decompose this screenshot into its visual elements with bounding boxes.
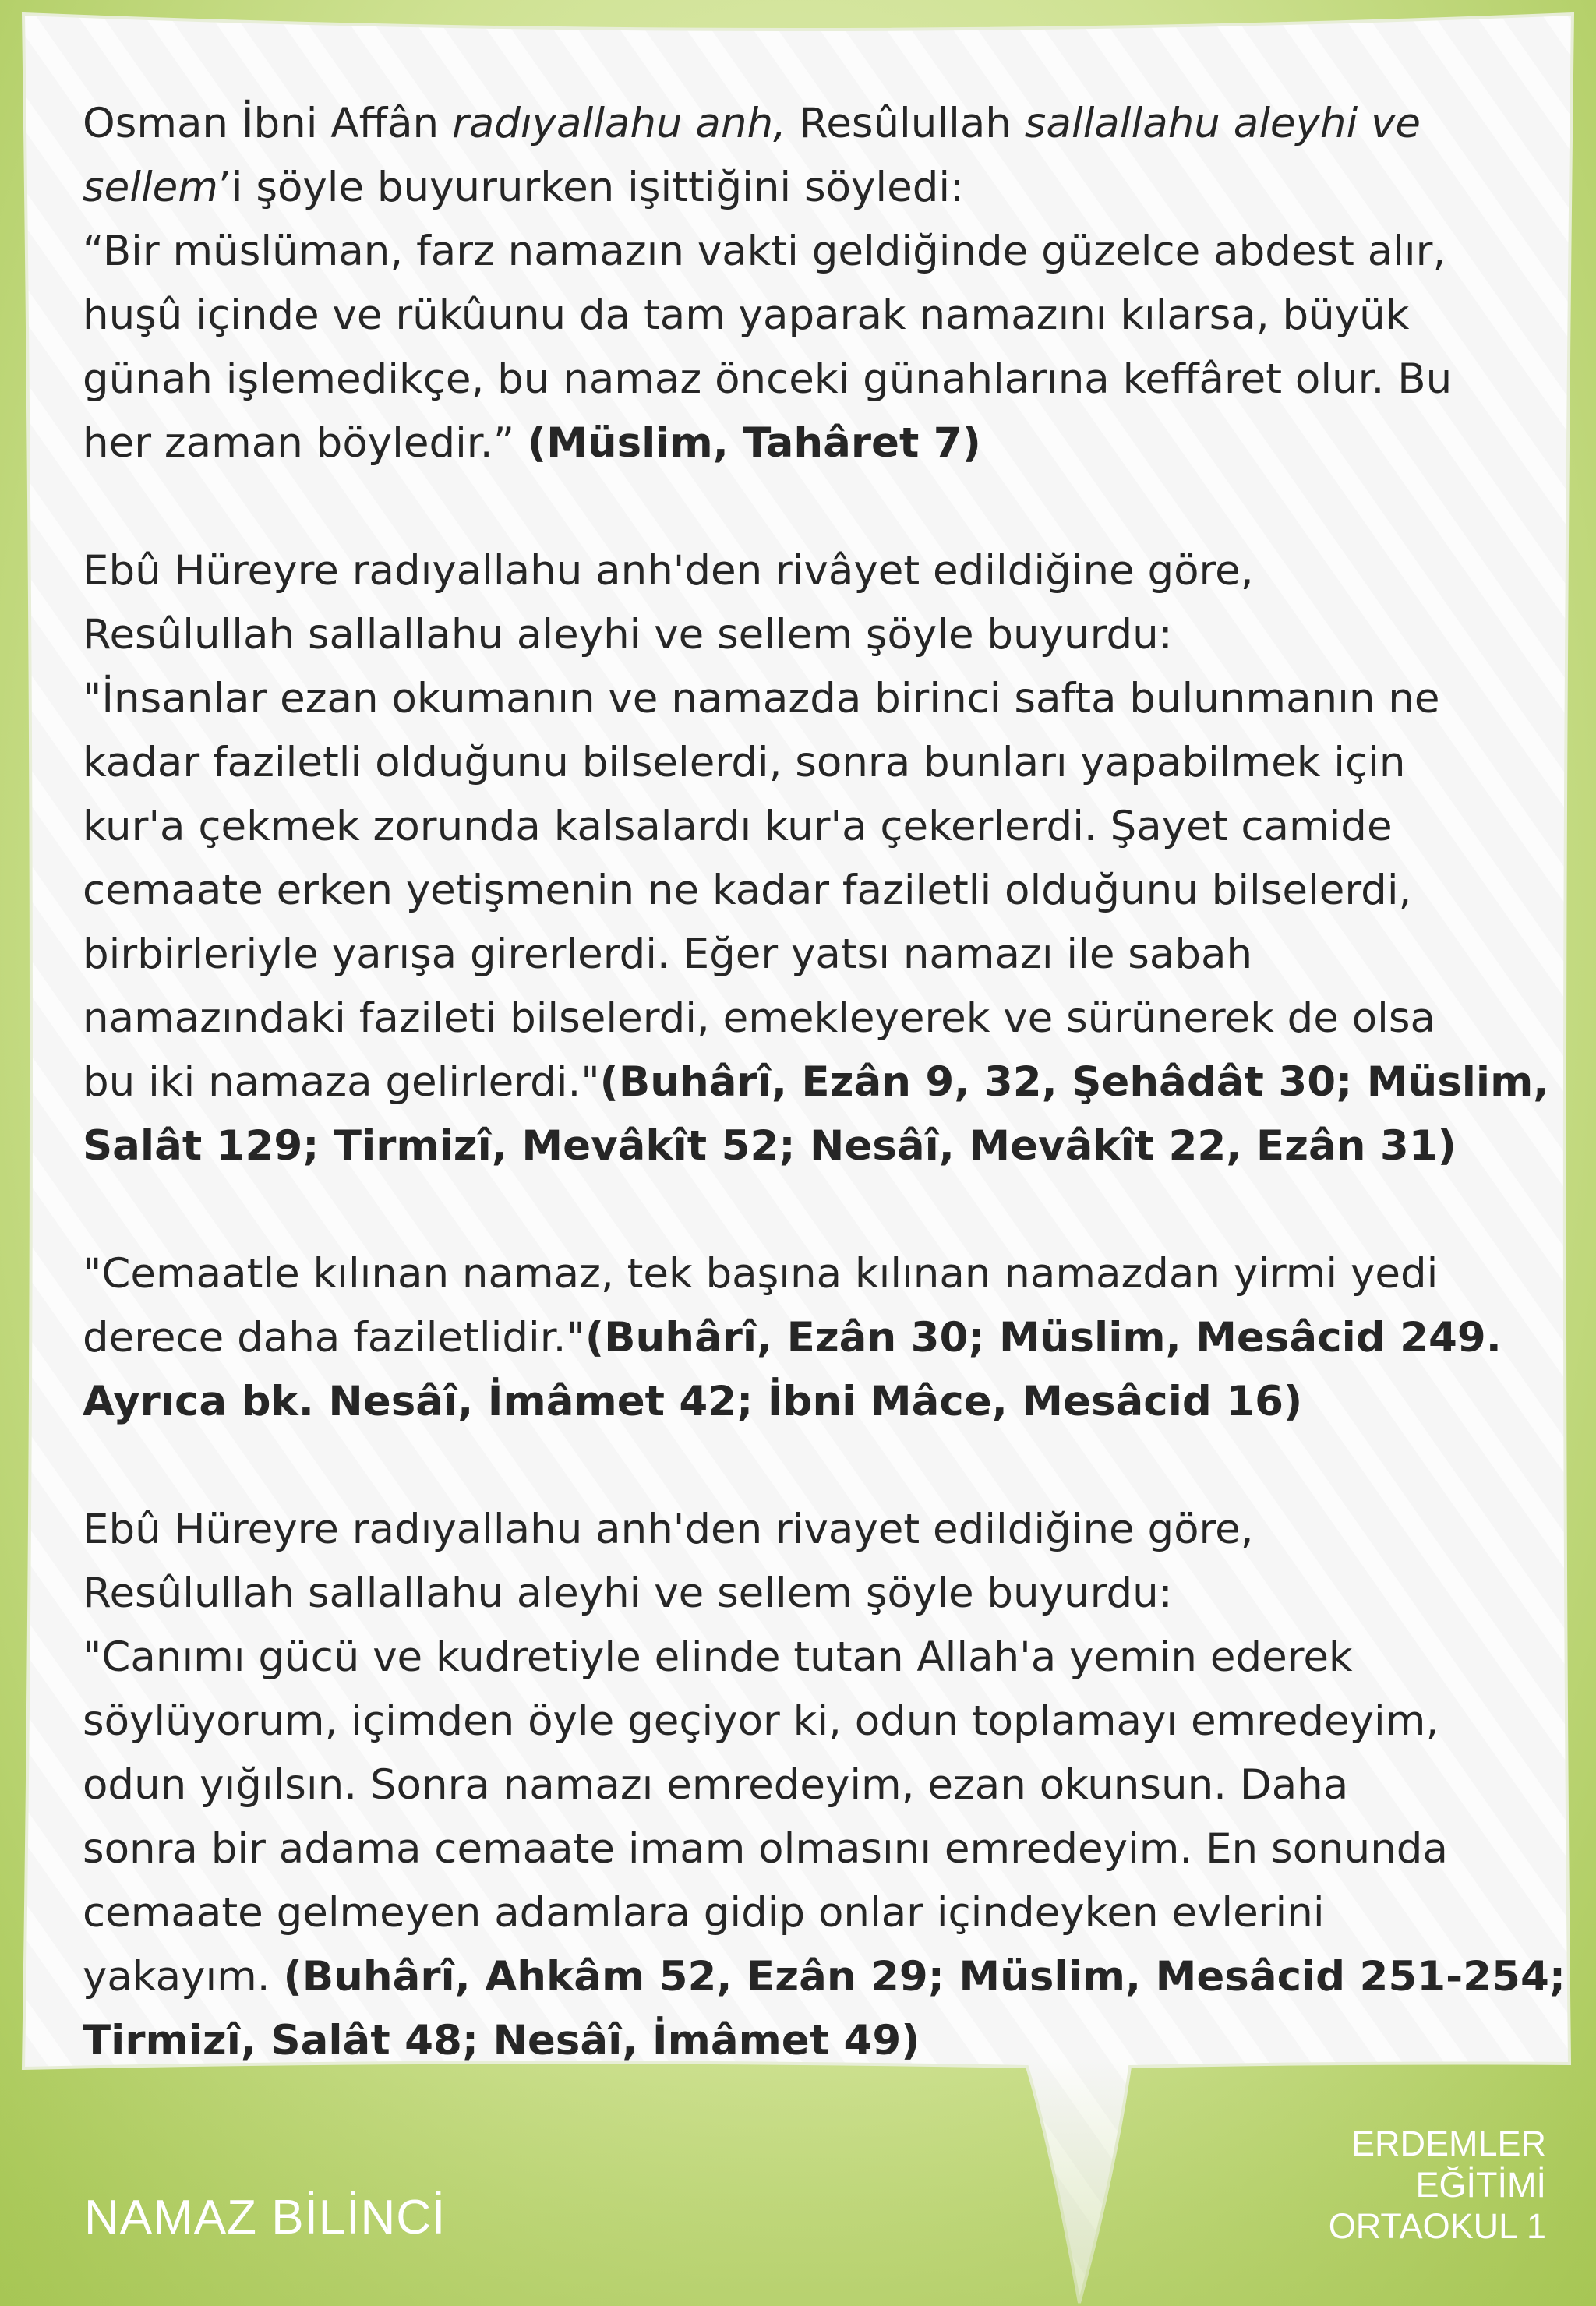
text-segment: cemaate gelmeyen adamlara gidip onlar içindeyken evlerini <box>83 1889 1325 1937</box>
text-segment: Resûlullah sallallahu aleyhi ve sellem şöyle buyurdu: <box>83 611 1173 659</box>
text-segment: kadar faziletli olduğunu bilselerdi, sonra bunları yapabilmek için <box>83 739 1406 786</box>
publisher-line-2: EĞİTİMİ <box>1415 2165 1546 2205</box>
text-segment: bu iki namaza gelirlerdi." <box>83 1058 600 1106</box>
citation-text: (Buhârî, Ezân 9, 32, Şehâdât 30; Müslim, <box>599 1058 1549 1106</box>
citation-text: Tirmizî, Salât 48; Nesâî, İmâmet 49) <box>83 2017 920 2064</box>
text-segment: Ebû Hüreyre radıyallahu anh'den rivayet edildiğine göre, <box>83 1506 1254 1553</box>
text-segment: her zaman böyledir.” <box>83 419 528 467</box>
text-line <box>83 667 1524 731</box>
text-line <box>83 1306 1524 1370</box>
text-line <box>83 411 1524 475</box>
italic-text: sellem <box>83 164 218 211</box>
text-line <box>83 1945 1566 2009</box>
text-line <box>83 1817 1524 1881</box>
text-segment: namazındaki fazileti bilselerdi, emekleyerek ve sürünerek de olsa <box>83 994 1435 1042</box>
footer-title: NAMAZ BİLİNCİ <box>84 2191 447 2244</box>
text-segment: günah işlemedikçe, bu namaz önceki günahlarına keffâret olur. Bu <box>83 355 1453 403</box>
paragraph <box>83 1498 1566 2073</box>
text-line <box>83 284 1524 348</box>
text-segment: ’i şöyle buyururken işittiğini söyledi: <box>217 164 964 211</box>
paragraph <box>83 539 1549 1178</box>
text-segment: “Bir müslüman, farz namazın vakti geldiğinde güzelce abdest alır, <box>83 228 1446 275</box>
citation-text: Ayrıca bk. Nesâî, İmâmet 42; İbni Mâce, Mesâcid 16) <box>83 1378 1303 1425</box>
text-segment: Resûlullah sallallahu aleyhi ve sellem şöyle buyurdu: <box>83 1570 1173 1617</box>
text-segment: cemaate erken yetişmenin ne kadar faziletli olduğunu bilselerdi, <box>83 867 1412 914</box>
italic-text: sallallahu aleyhi ve <box>1024 100 1421 147</box>
text-segment: "İnsanlar ezan okumanın ve namazda birinci safta bulunmanın ne <box>83 675 1440 722</box>
text-segment: odun yığılsın. Sonra namazı emredeyim, ezan okunsun. Daha <box>83 1761 1349 1809</box>
text-line <box>83 923 1524 987</box>
italic-text: radıyallahu anh, <box>452 100 786 147</box>
text-line <box>83 1753 1524 1817</box>
text-line <box>83 1370 1524 1434</box>
text-line <box>83 1690 1524 1753</box>
text-segment: Resûlullah <box>786 100 1025 147</box>
text-line <box>83 1114 1524 1178</box>
text-line <box>83 1051 1549 1114</box>
text-line <box>83 1881 1524 1945</box>
text-segment: sonra bir adama cemaate imam olmasını emredeyim. En sonunda <box>83 1825 1448 1873</box>
text-line <box>83 156 1524 220</box>
paragraph <box>83 92 1524 475</box>
text-line <box>83 1498 1524 1562</box>
citation-text: (Müslim, Tahâret 7) <box>527 419 981 467</box>
text-segment: söylüyorum, içimden öyle geçiyor ki, odun toplamayı emredeyim, <box>83 1697 1439 1745</box>
text-line <box>83 987 1524 1051</box>
text-line <box>83 1562 1524 1626</box>
text-segment: huşû içinde ve rükûunu da tam yaparak namazını kılarsa, büyük <box>83 291 1410 339</box>
text-line <box>83 795 1524 859</box>
publisher-line-3: ORTAOKUL 1 <box>1328 2206 1546 2246</box>
footer-publisher <box>1329 2123 1546 2247</box>
text-line <box>83 348 1524 411</box>
text-line <box>83 603 1524 667</box>
publisher-line-1: ERDEMLER <box>1351 2124 1546 2163</box>
text-line <box>83 92 1524 156</box>
text-segment: "Cemaatle kılınan namaz, tek başına kılınan namazdan yirmi yedi <box>83 1250 1439 1298</box>
text-line <box>83 539 1524 603</box>
text-line <box>83 1626 1524 1690</box>
text-line <box>83 1242 1524 1306</box>
document-body <box>83 92 1566 2073</box>
text-segment: kur'a çekmek zorunda kalsalardı kur'a çekerlerdi. Şayet camide <box>83 803 1393 850</box>
text-segment: derece daha faziletlidir." <box>83 1314 585 1361</box>
text-line <box>83 220 1524 284</box>
text-segment: Ebû Hüreyre radıyallahu anh'den rivâyet edildiğine göre, <box>83 547 1254 595</box>
text-segment: Osman İbni Affân <box>83 100 452 147</box>
text-line <box>83 2009 1524 2073</box>
text-segment: yakayım. <box>83 1953 284 2001</box>
text-segment: birbirleriyle yarışa girerlerdi. Eğer yatsı namazı ile sabah <box>83 931 1253 978</box>
text-line <box>83 859 1524 923</box>
text-line <box>83 731 1524 795</box>
citation-text: (Buhârî, Ezân 30; Müslim, Mesâcid 249. <box>584 1314 1502 1361</box>
text-segment: "Canımı gücü ve kudretiyle elinde tutan Allah'a yemin ederek <box>83 1633 1353 1681</box>
paragraph <box>83 1242 1524 1434</box>
citation-text: Salât 129; Tirmizî, Mevâkît 52; Nesâî, Mevâkît 22, Ezân 31) <box>83 1122 1457 1170</box>
citation-text: (Buhârî, Ahkâm 52, Ezân 29; Müslim, Mesâcid 251-254; <box>283 1953 1566 2001</box>
